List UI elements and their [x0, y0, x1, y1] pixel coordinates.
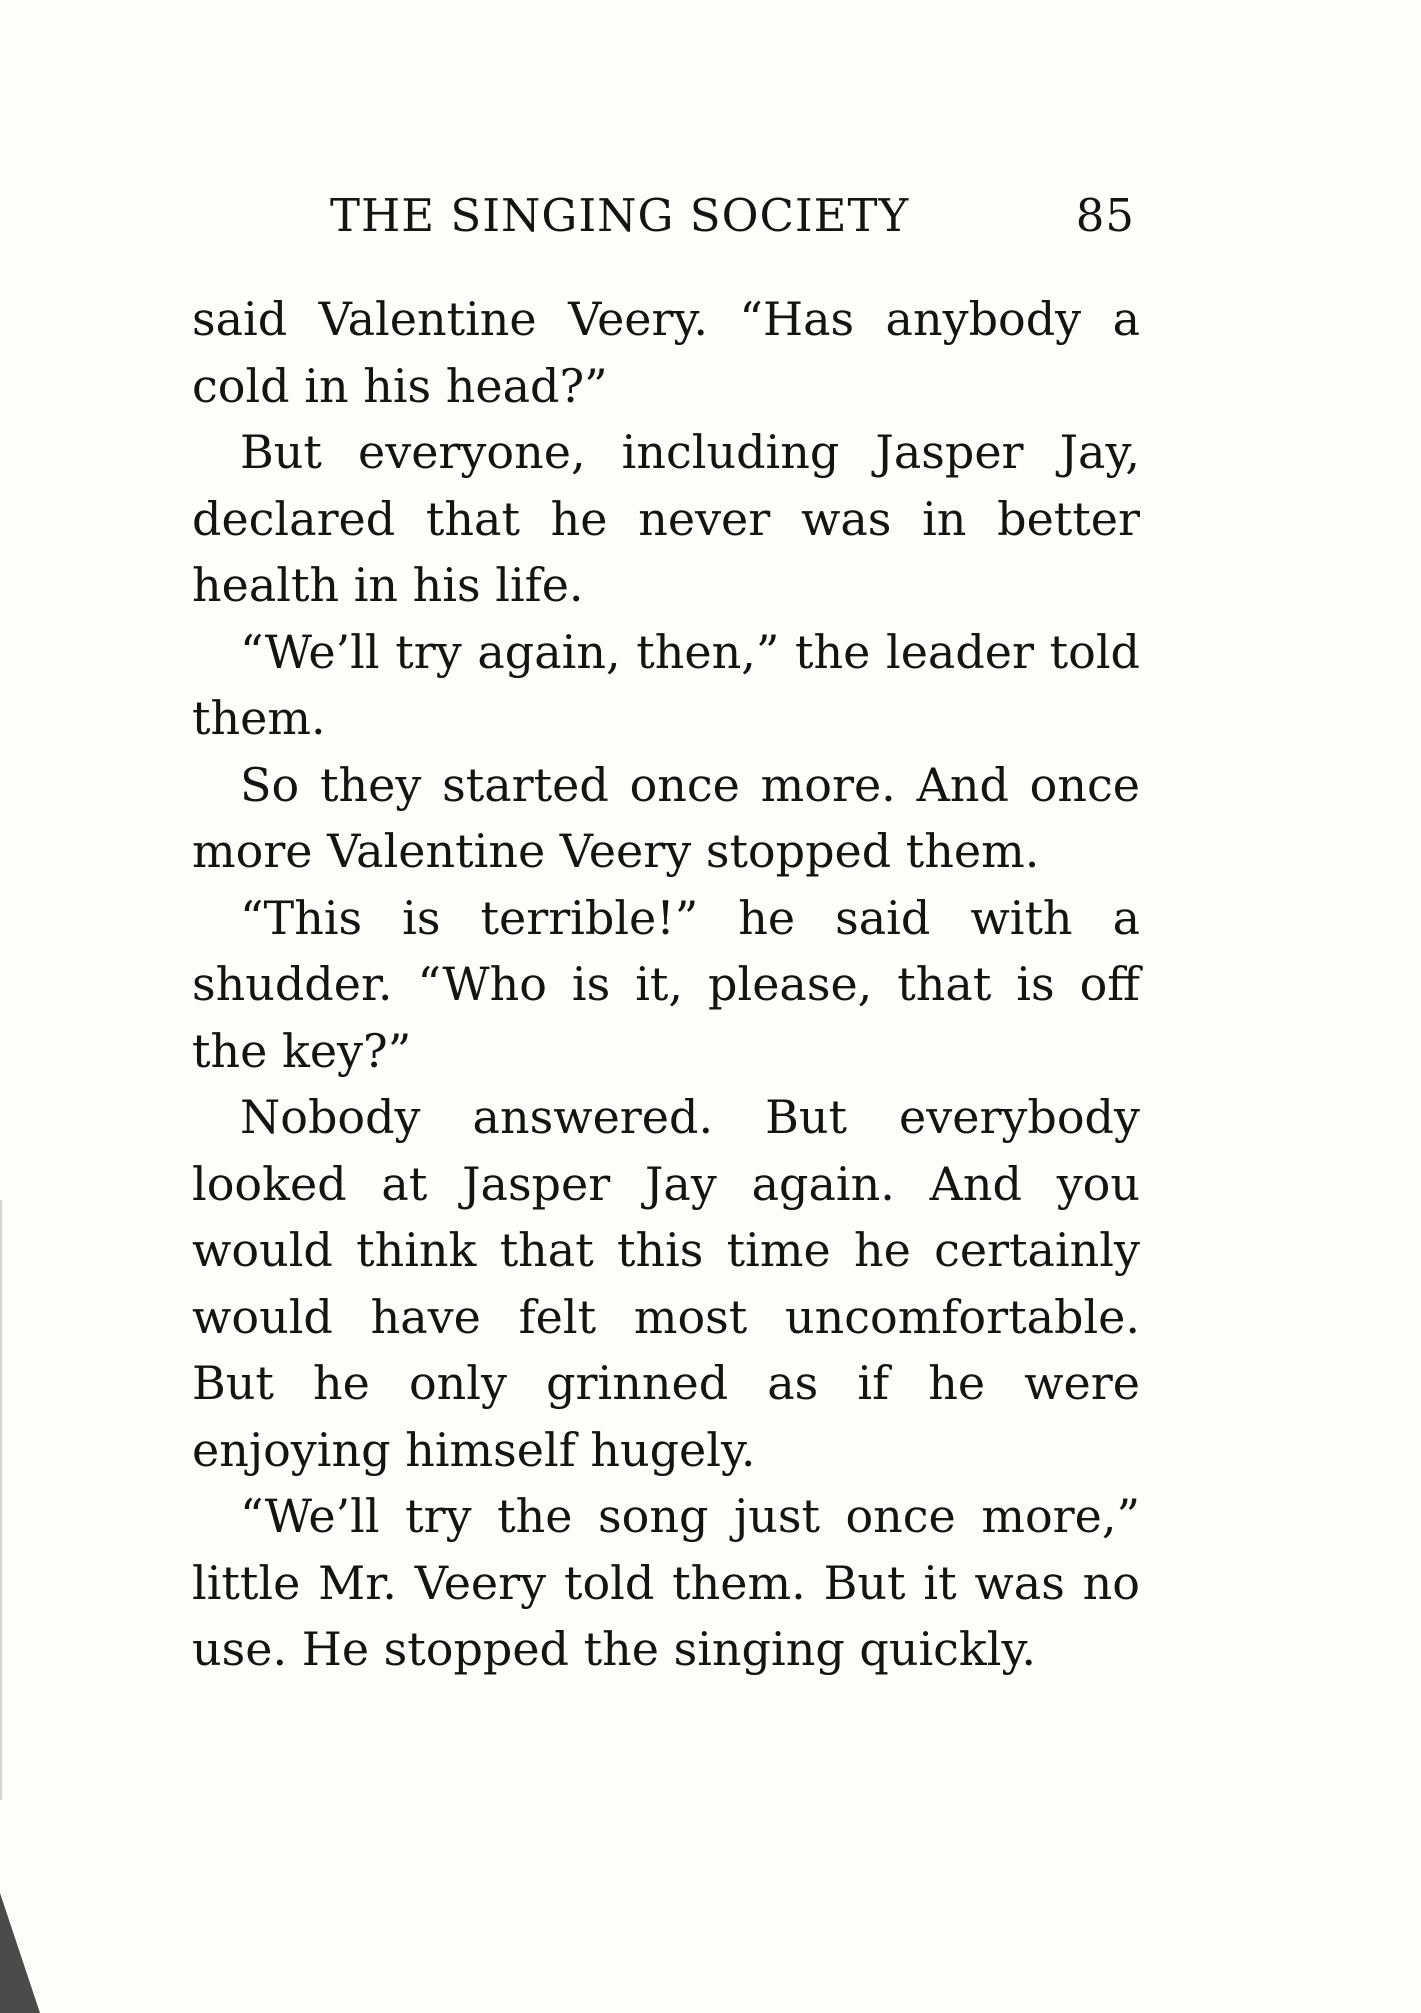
paragraph: “This is terrible!” he said with a shudder. “Who is it, please, that is off the key?” [192, 890, 1140, 1078]
paragraph: “We’ll try again, then,” the leader told them. [192, 624, 1140, 745]
paragraph: said Valentine Veery. “Has anybody a cold in his head?” [192, 292, 1140, 413]
chapter-title: THE SINGING SOCIETY [330, 189, 910, 242]
paragraph: “We’ll try the song just once more,” little Mr. Veery told them. But it was no use. He stopped the singing quickly. [192, 1489, 1140, 1676]
paragraph: So they started once more. And once more Valentine Veery stopped them. [192, 757, 1140, 878]
page-number: 85 [1075, 189, 1135, 242]
corner-shadow [0, 1893, 40, 2013]
paragraph: Nobody answered. But everybody looked at Jasper Jay again. And you would think that this time he certainly would have felt most uncomfortable. But he only grinned as if he were enjoying himself hugely. [192, 1090, 1140, 1477]
running-header [330, 186, 1135, 246]
page-edge-mark [0, 1200, 8, 1800]
body-text [192, 286, 1140, 1683]
paragraph: But everyone, including Jasper Jay, declared that he never was in better health in his life. [192, 425, 1140, 612]
